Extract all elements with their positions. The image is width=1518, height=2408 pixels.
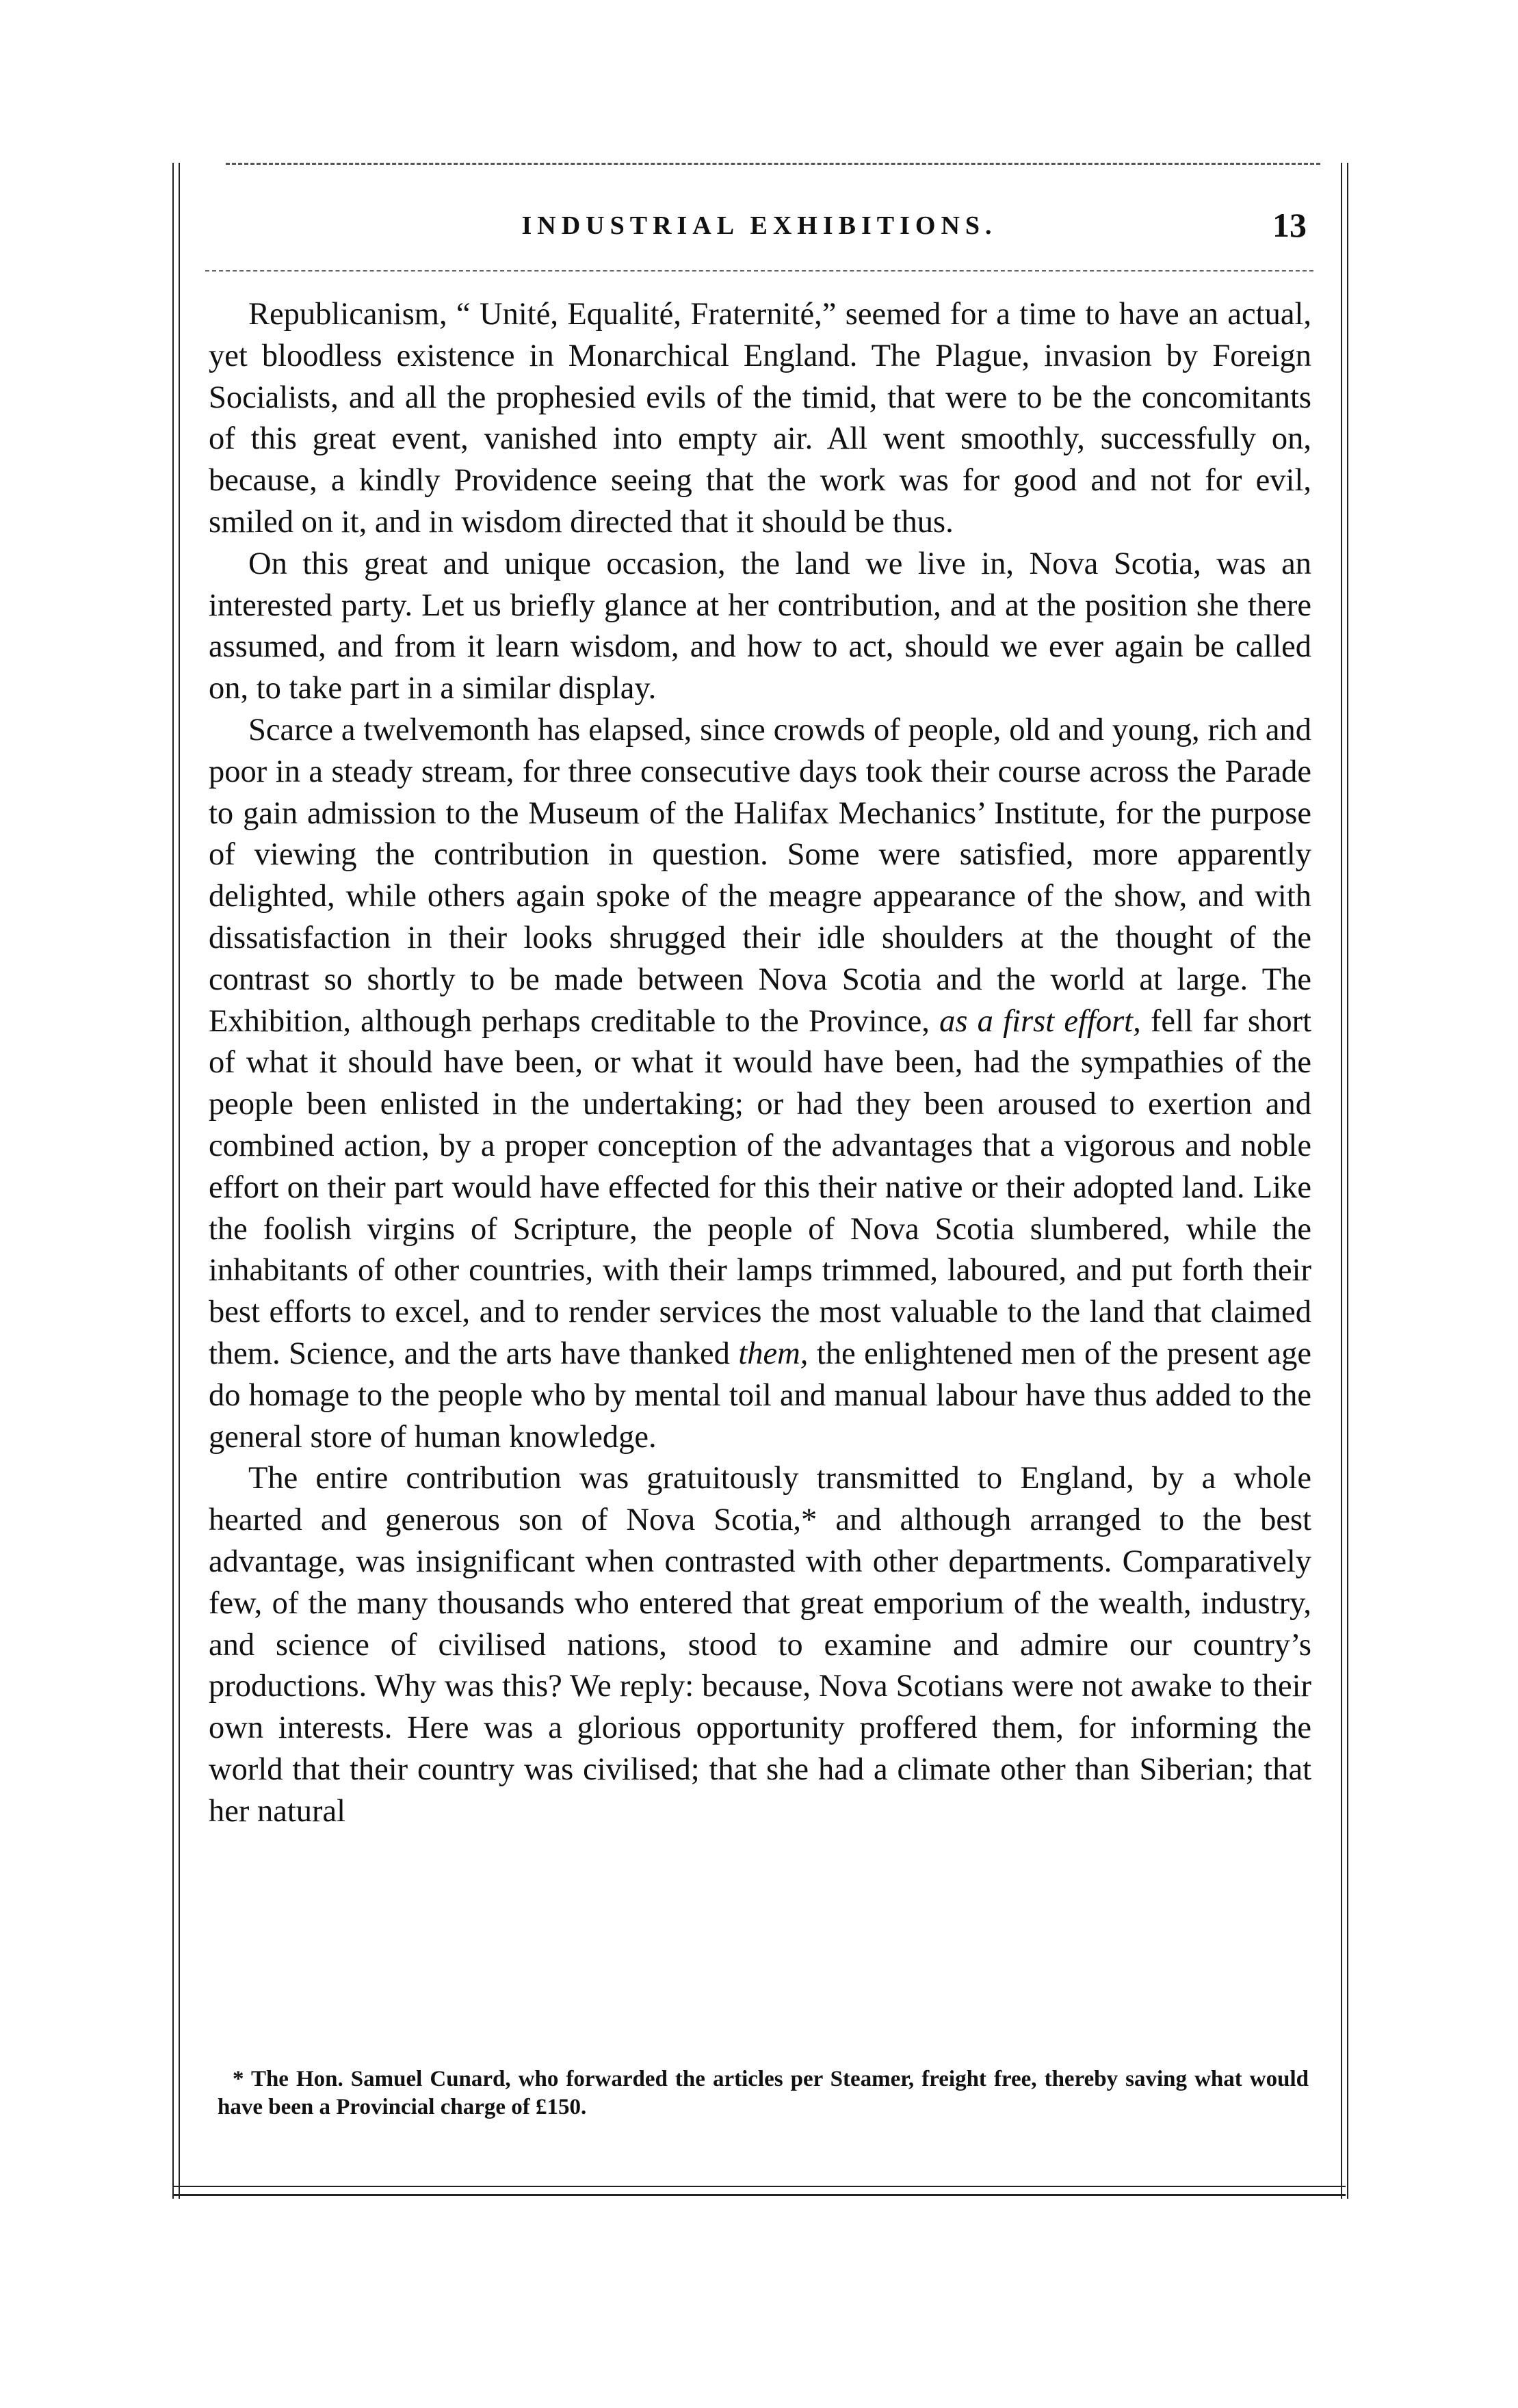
footnote: * The Hon. Samuel Cunard, who forwarded the articles per Steamer, freight free, thereby saving what would have been a Provincial charge of £150. — [218, 2067, 1309, 2119]
paragraph-text: Republicanism, “ Unité, Equalité, Fraternité,” seemed for a time to have an actual, yet bloodless existence in Monarchical England. The Plague, invasion by Foreign Socialists, and all the prophesied evils of the timid, that were to be the concomitants of this great event, vanished into empty air. All went smoothly, successfully on, because, a kindly Providence seeing that the work was for good and not for evil, smiled on it, and in wisdom directed that it should be thus. — [209, 297, 1311, 540]
paragraph-text: fell far short of what it should have been, or what it would have been, had the sympathies of the people been enlisted in the undertaking; or had they been aroused to exertion and combined action, by a proper conception of the advantages that a vigorous and noble effort on their part would have effected for this their native or their adopted land. Like the foolish virgins of Scripture, the people of Nova Scotia slumbered, while the inhabitants of other countries, with their lamps trimmed, laboured, and put forth their best efforts to excel, and to render services the most valuable to the land that claimed them. Science, and the arts have thanked — [209, 1003, 1311, 1371]
body-paragraph — [209, 294, 1311, 544]
running-head-title: INDUSTRIAL EXHIBITIONS. — [521, 211, 997, 240]
body-paragraph — [209, 1458, 1311, 1832]
page-number: 13 — [1272, 206, 1307, 244]
page-frame-left-rule — [172, 163, 180, 2199]
paragraph-text: The entire contribution was gratuitously transmitted to England, by a whole hearted and generous son of Nova Scotia,* and although arranged to the best advantage, was insignificant when contrasted with other departments. Comparatively few, of the many thousands who entered that great emporium of the wealth, industry, and science of civilised nations, stood to examine and admire our country’s productions. Why was this? We reply: because, Nova Scotians were not awake to their own interests. Here was a glorious opportunity proffered them, for informing the world that their country was civilised; that she had a climate other than Siberian; that her natural — [209, 1461, 1311, 1829]
top-margin-smudge — [226, 163, 1320, 165]
italic-phrase: as a first effort, — [939, 1003, 1141, 1039]
body-text — [209, 294, 1311, 1832]
paragraph-text: On this great and unique occasion, the land we live in, Nova Scotia, was an interested party. Let us briefly glance at her contribution, and at the position she there assumed, and from it learn wisdom, and how to act, should we ever again be called on, to take part in a similar display. — [209, 546, 1311, 706]
page-frame-bottom-rule — [172, 2186, 1346, 2196]
body-paragraph — [209, 544, 1311, 710]
body-paragraph — [209, 710, 1311, 1458]
page-frame-right-rule — [1341, 163, 1348, 2199]
running-head-rule — [205, 270, 1313, 272]
paragraph-text: Scarce a twelvemonth has elapsed, since crowds of people, old and young, rich and poor in a steady stream, for three consecutive days took their course across the Parade to gain admission to the Museum of the Halifax Mechanics’ Institute, for the purpose of viewing the contribution in question. Some were satisfied, more apparently delighted, while others again spoke of the meagre appearance of the show, and with dissatisfaction in their looks shrugged their idle shoulders at the thought of the contrast so shortly to be made between Nova Scotia and the world at large. The Exhibition, although perhaps creditable to the Province, — [209, 712, 1311, 1039]
running-head — [205, 205, 1313, 246]
italic-phrase: them, — [738, 1336, 809, 1371]
paragraph-text: the enlightened men of the present age do homage to the people who by mental toil and manual labour have thus added to the general store of human knowledge. — [209, 1336, 1311, 1455]
